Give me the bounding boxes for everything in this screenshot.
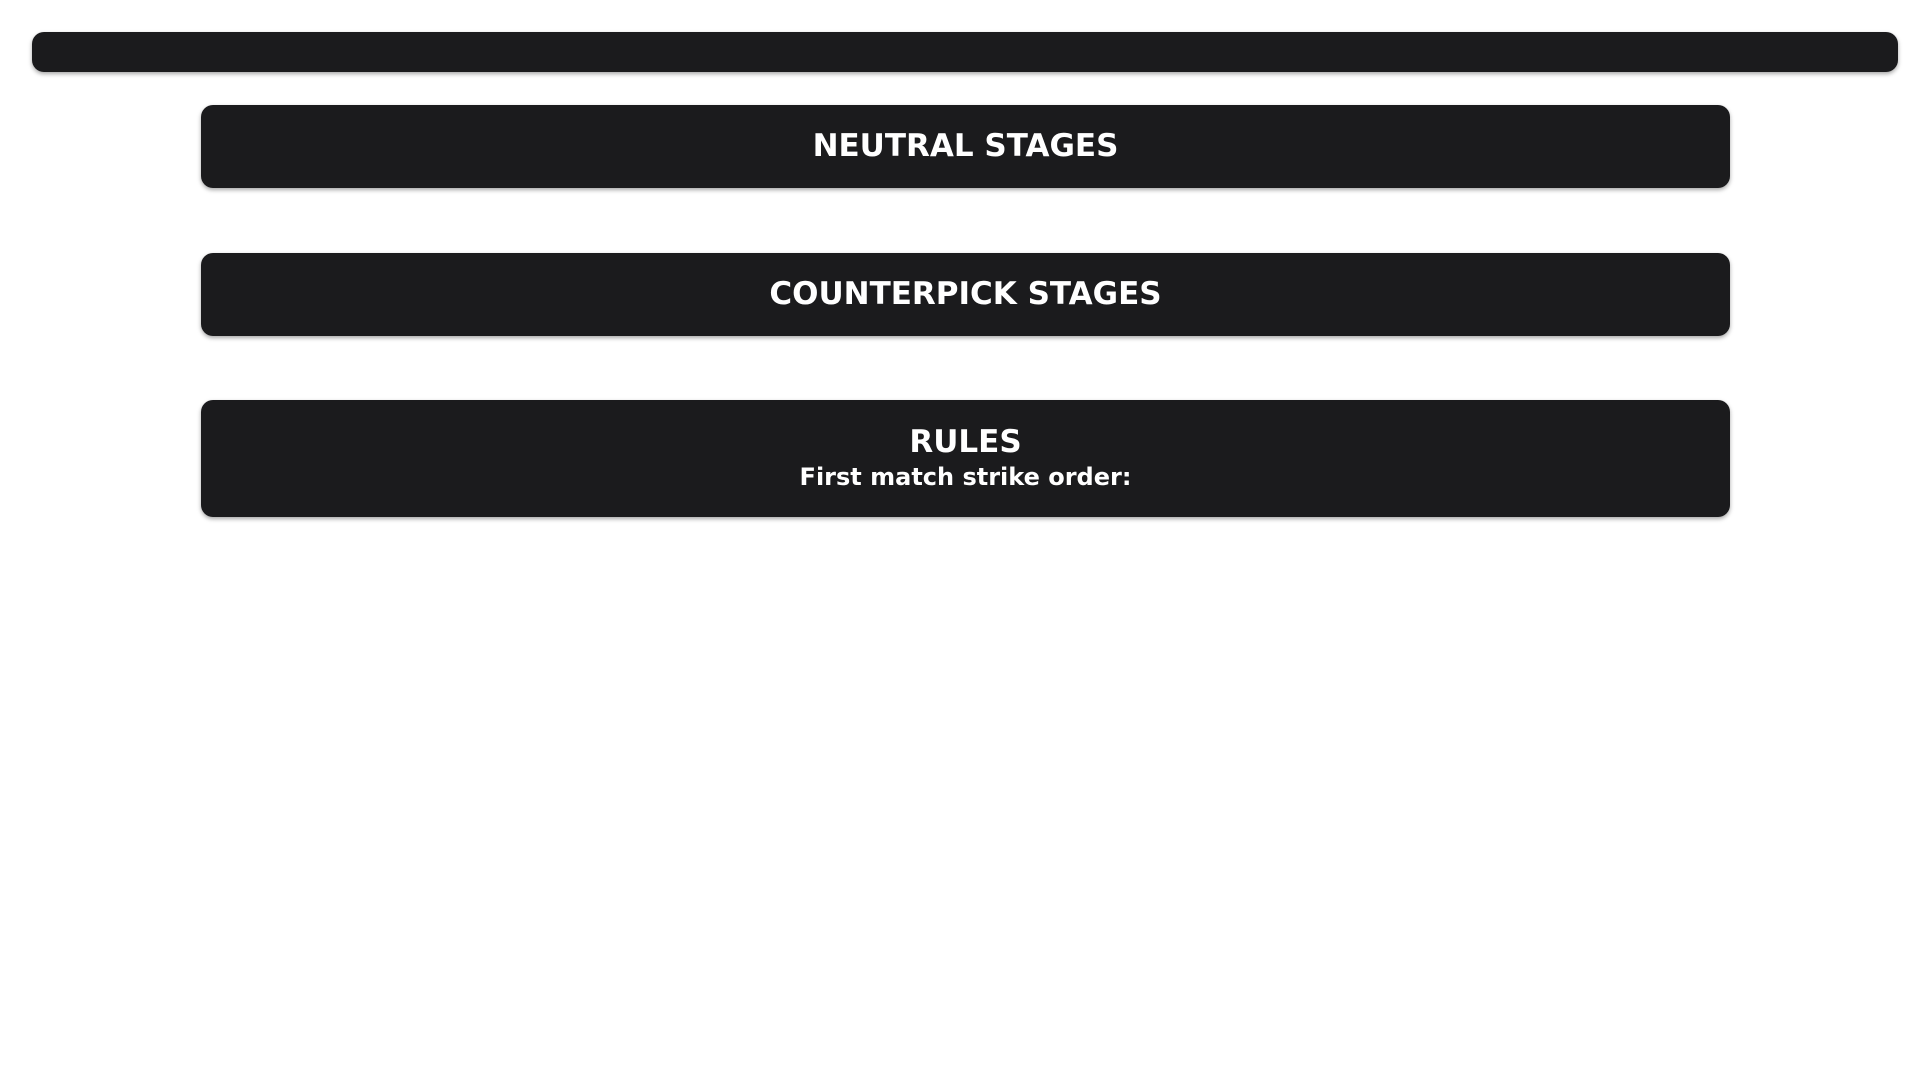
neutral-stages-section[interactable] — [201, 105, 1730, 188]
top-navigation-bar — [32, 32, 1898, 72]
counterpick-stages-title: COUNTERPICK STAGES — [769, 276, 1162, 312]
rules-section[interactable] — [201, 400, 1730, 517]
neutral-stages-title: NEUTRAL STAGES — [812, 128, 1119, 164]
rules-strike-order-label: First match strike order: — [799, 463, 1132, 491]
counterpick-stages-section[interactable] — [201, 253, 1730, 336]
rules-title: RULES — [909, 424, 1022, 460]
